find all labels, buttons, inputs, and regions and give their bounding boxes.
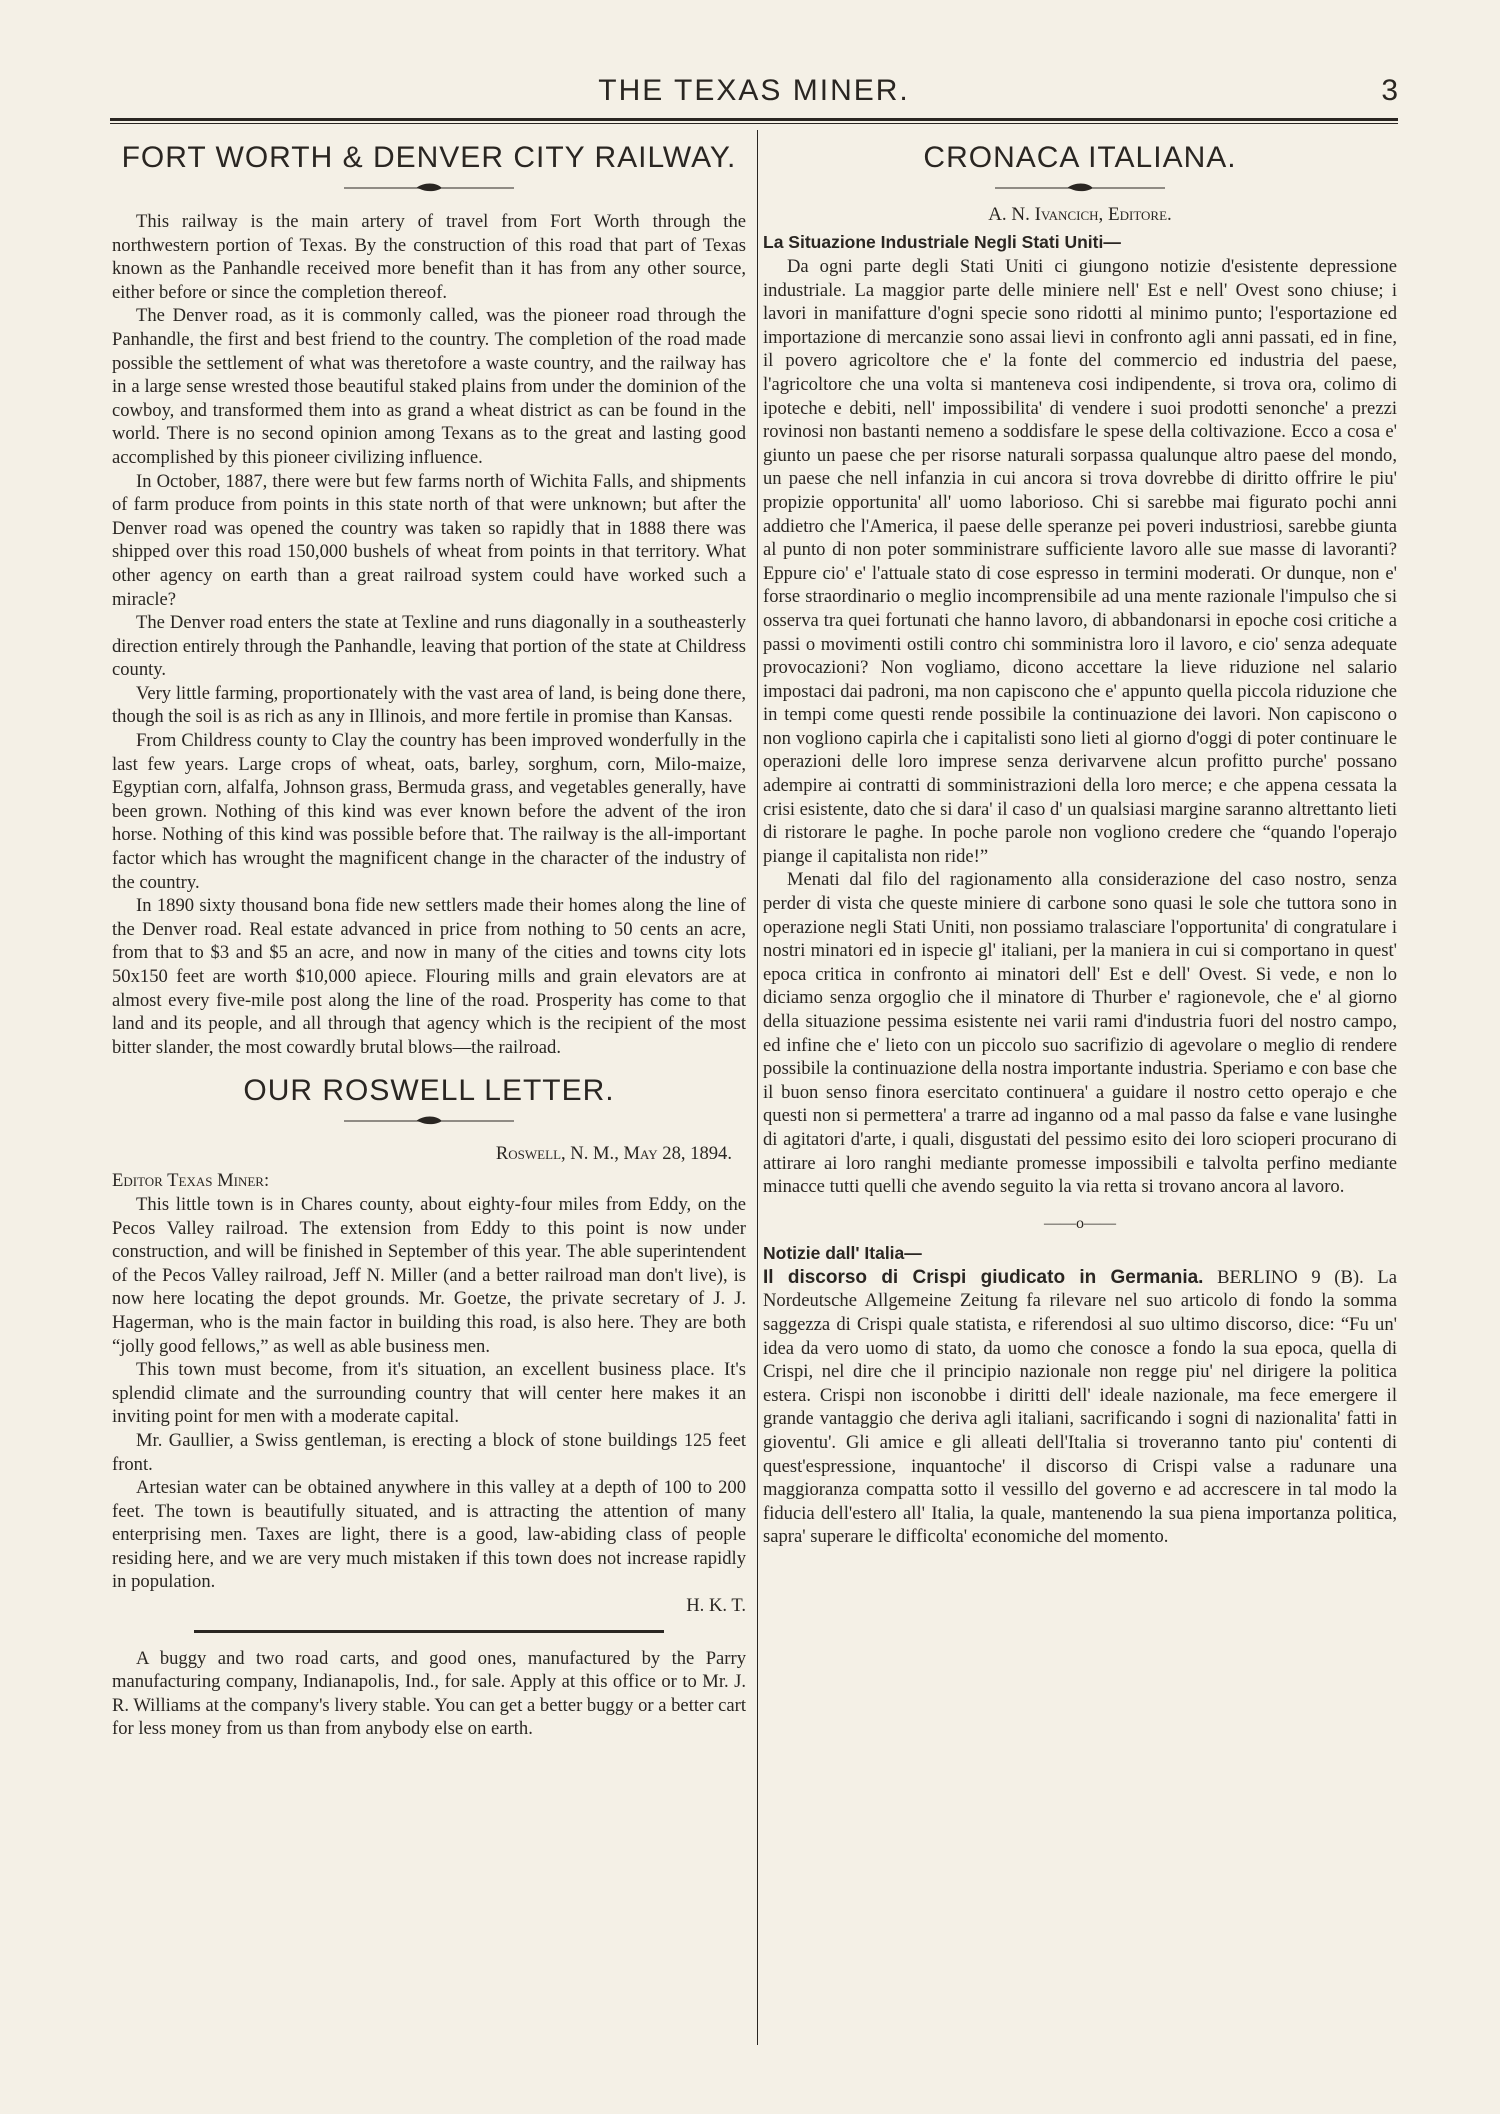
cronaca-byline: A. N. Ivancich, Editore. bbox=[988, 204, 1172, 225]
masthead-rule bbox=[110, 118, 1398, 121]
right-column bbox=[763, 132, 1397, 1549]
crispi-headline: Il discorso di Crispi giudicato in Germania. bbox=[763, 1266, 1204, 1288]
fwdc-paragraph: In October, 1887, there were but few farms north of Wichita Falls, and shipments of farm produce from points in this state north of that were unknown; but after the Denver road was opened the country was taken so rapidly that in 1888 there was shipped over this road 150,000 bushels of wheat from points in that territory. What other agency on earth than a great railroad system could have worked such a miracle? bbox=[112, 470, 746, 610]
situazione-paragraph: Menati dal filo del ragionamento alla considerazione del caso nostro, senza perder di vista che queste miniere di carbone sono quasi le sole che tuttora sono in operazione negli Stati Uniti, non possiamo tralasciare l'opportunita' di congratulare i nostri minatori ed in ispecie gl' italiani, per la maniera in cui si comportano in quest' epoca critica in confronto ai minatori dell' Est e dell' Ovest. Si vede, e non lo diciamo senza orgoglio che il minatore di Thurber e' ragionevole, che e' al giorno della situazione pessima esistente nei varii rami d'industria fuori del nostro campo, ed infine che e' lieto con un piccolo suo sacrifizio di agevolare o meglio di rendere possibile la continuazione della nostra importante industria. Speriamo e con base che il buon senso finora esercitato continuera' a guidare il nostro cetto operajo e che questi non si permettera' a trarre ad inganno od a mal passo da false e vane lusinghe di agitatori d'arte, i quali, disgustati del pessimo esito dei loro scioperi procurano di attirare ai loro ranghi mediante promesse impossibili e talvolta perfino mediante minacce tutti quelli che avendo seguito la via retta si trovano ancora al lavoro. bbox=[763, 869, 1397, 1198]
roswell-salutation: Editor Texas Miner: bbox=[112, 1170, 270, 1192]
fwdc-paragraph: The Denver road enters the state at Texline and runs diagonally in a southeasterly direction entirely through the Panhandle, leaving that portion of the state at Childress county. bbox=[112, 612, 746, 681]
roswell-paragraph: This town must become, from it's situation, an excellent business place. It's splendid climate and the surrounding country that will center here makes it an inviting point for men with a moderate capital. bbox=[112, 1359, 746, 1428]
situazione-paragraph: Da ogni parte degli Stati Uniti ci giungono notizie d'esistente depressione industriale. La maggior parte delle miniere nell' Est e nell' Ovest sono chiuse; i lavori in manifatture d'ogni specie sono ridotti al minimo punto; l'esportazione ed importazione di mercanzie sono assai lievi in confronto agli anni passati, ed in fine, il povero agricoltore che e' la fonte del commercio ed industria del paese, l'agricoltore che una volta si manteneva cosi indipendente, si trova ora, colimo di ipoteche e debiti, nell' impossibilita' di vendere i suoi prodotti senonche' a prezzi rovinosi non bastanti nemeno a soddisfare le spese della coltivazione. Ecco a cosa e' giunto un paese che per risorse naturali sorpassa qualunque altro paese del mondo, un paese che nell infanzia in cui ancora si trova dovrebbe di diritto offrire le piu' propizie opportunita' all' uomo laborioso. Chi si sarebbe mai figurato pochi anni addietro che l'America, il paese delle speranze pei poveri industriosi, sarebbe giunta al punto di non poter somministrare sufficiente lavoro alle sue masse di lavoranti? Eppure cio' e' l'attuale stato di cose espresso in termini moderati. Or dunque, non e' forse straordinario o meglio incomprensibile ad una mente razionale l'impulso che si osserva tra quei fortunati che hanno lavoro, di abbandonarsi in epoche cosi critiche a passi o movimenti ostili contro chi somministra loro il lavoro, e cio' senza adequate provocazioni? Non vogliamo, dicono accettare la lieve riduzione nel salario impostaci dai padroni, ma non capiscono che e' appunto quella piccola riduzione che in tempi come questi rende possibile la continuazione dei lavori. Non capiscono o non vogliono capirla che i capitalisti sono lieti al giorno d'oggi di poter continuare le operazioni delle loro imprese senza derivarvene alcun profitto purche' possano adempire ai contratti di somministrazioni della loro merce; e che appena cessata la crisi esistente, dato che si dara' il caso d' un qualsiasi margine saranno altrettanto lieti di ristorare le paghe. In poche parole non vogliono credere che “quando l'operajo piange il capitalista non ride!” bbox=[763, 256, 1397, 867]
fwdc-paragraph: From Childress county to Clay the country has been improved wonderfully in the last few years. Large crops of wheat, oats, barley, sorghum, corn, Milo-maize, Egyptian corn, alfalfa, Johnson grass, Bermuda grass, and vegetables generally, have been grown. Nothing of this kind was ever known before the advent of the iron horse. Nothing of this kind was possible before that. The railway is the all-important factor which has wrought the magnificent change in the character of the industry of the country. bbox=[112, 730, 746, 893]
situazione-subhead: La Situazione Industriale Negli Stati Uniti— bbox=[763, 232, 1121, 252]
crispi-text: BERLINO 9 (B). La Nordeutsche Allgemeine Zeitung fa rilevare nel suo articolo di fondo la somma saggezza di Crispi quale statista, e riferendosi al suo ultimo discorso, dice: “Fu un' idea da vero uomo di stato, da uomo che conosce a fondo la sua epoca, quella di Crispi, nel dire che il principio nazionale non regge piu' nel dirigere la politica estera. Crispi non isconobbe i diritti dell' ideale nazionale, ma fece emergere il grande vantaggio che deriva agli italiani, sacrificando i sogni di nazionalita' fatti in gioventu'. Gli amice e gli alleati dell'Italia si troveranno tanto piu' contenti di quest'espressione, inquantoche' il discorso di Crispi valse a radunare una maggioranza compatta sotto il vessillo del governo e ad accrescere in tal modo la fiducia dell'estero all' Italia, la quale, mantenendo la sua piena importanza politica, sapra' superare le difficolta' economiche del momento. bbox=[763, 1266, 1397, 1548]
masthead-title: THE TEXAS MINER. bbox=[598, 74, 910, 107]
fwdc-paragraph: The Denver road, as it is commonly called, was the pioneer road through the Panhandle, the first and best friend to the country. The completion of the road made possible the settlement of what was theretofore a waste country, and the railway has in a large sense wrested those beautiful staked plains from under the dominion of the cowboy, and transformed them into as grand a wheat district as can be found in the world. There is no second opinion among Texans as to the great and lasting good accomplished by this pioneer civilizing influence. bbox=[112, 305, 746, 468]
fwdc-paragraph: In 1890 sixty thousand bona fide new settlers made their homes along the line of the Denver road. Real estate advanced in price from nothing to 50 cents an acre, from that to $3 and $5 an acre, and now in many of the cities and towns city lots 50x150 feet are worth $10,000 apiece. Flouring mills and grain elevators are at almost every five-mile post along the line of the road. Prosperity has come to that land and its people, and all through that agency which is the recipient of the most bitter slander, the most cowardly brutal blows—the railroad. bbox=[112, 895, 746, 1058]
flourish-ornament bbox=[995, 180, 1165, 194]
flourish-ornament bbox=[344, 180, 514, 194]
left-column bbox=[112, 132, 746, 1741]
fwdc-paragraph: This railway is the main artery of travel from Fort Worth through the northwestern portion of Texas. By the construction of this road that part of Texas known as the Panhandle received more benefit than it has from any other source, either before or since the completion thereof. bbox=[112, 211, 746, 303]
crispi-paragraph bbox=[763, 1266, 1397, 1549]
fwdc-headline: FORT WORTH & DENVER CITY RAILWAY. bbox=[121, 141, 737, 174]
column-divider bbox=[757, 130, 758, 2045]
page-number: 3 bbox=[1381, 74, 1398, 107]
masthead-rule-thin bbox=[110, 123, 1398, 124]
masthead bbox=[110, 74, 1398, 114]
roswell-dateline: Roswell, N. M., May 28, 1894. bbox=[495, 1143, 732, 1165]
notizie-subhead: Notizie dall' Italia— bbox=[763, 1242, 922, 1263]
roswell-headline: OUR ROSWELL LETTER. bbox=[243, 1074, 615, 1108]
separator-rule bbox=[194, 1630, 664, 1633]
flourish-ornament bbox=[344, 1113, 514, 1127]
roswell-signature: H. K. T. bbox=[686, 1595, 746, 1617]
roswell-paragraph: Mr. Gaullier, a Swiss gentleman, is erecting a block of stone buildings 125 feet front. bbox=[112, 1429, 746, 1475]
section-separator: ——o—— bbox=[1044, 1214, 1116, 1232]
roswell-paragraph: This little town is in Chares county, about eighty-four miles from Eddy, on the Pecos Valley railroad. The extension from Eddy to this point is now under construction, and will be finished in September of this year. The able superintendent of the Pecos Valley railroad, Jeff N. Miller (and a better railroad man don't live), is now here locating the depot grounds. Mr. Goetze, the private secretary of J. J. Hagerman, who is the main factor in building this road, is also here. They are both “jolly good fellows,” as well as able business men. bbox=[112, 1193, 746, 1357]
roswell-paragraph: Artesian water can be obtained anywhere in this valley at a depth of 100 to 200 feet. The town is beautifully situated, and is attracting the attention of many enterprising men. Taxes are light, there is a good, law-abiding class of people residing here, and we are very much mistaken if this town does not increase rapidly in population. bbox=[112, 1477, 746, 1593]
buggy-ad: A buggy and two road carts, and good ones, manufactured by the Parry manufacturing company, Indianapolis, Ind., for sale. Apply at this office or to Mr. J. R. Williams at the company's livery stable. You can get a better buggy or a better cart for less money from us than from anybody else on earth. bbox=[112, 1647, 746, 1740]
cronaca-headline: CRONACA ITALIANA. bbox=[923, 141, 1237, 174]
fwdc-paragraph: Very little farming, proportionately with the vast area of land, is being done there, though the soil is as rich as any in Illinois, and more fertile in promise than Kansas. bbox=[112, 682, 746, 728]
